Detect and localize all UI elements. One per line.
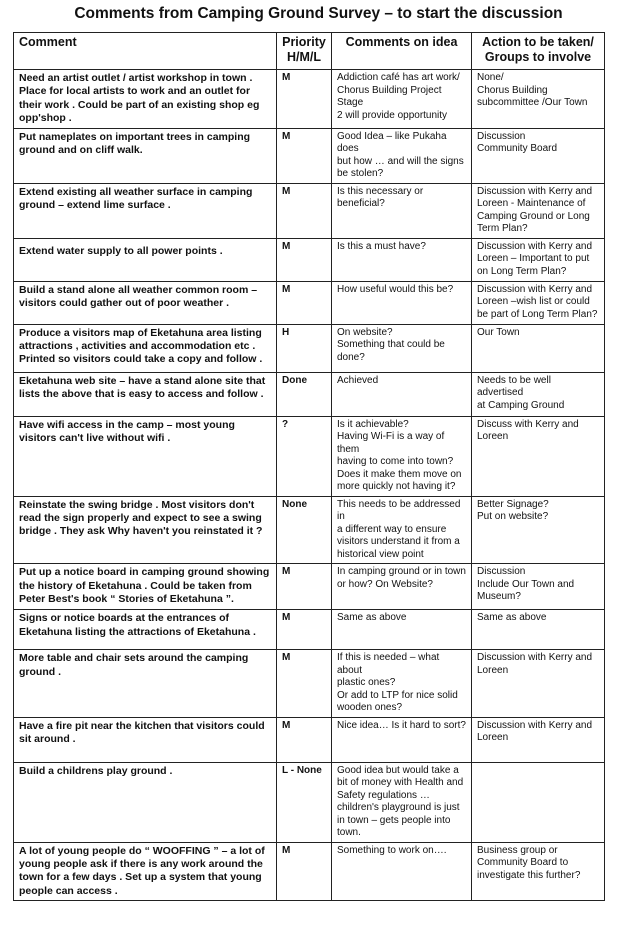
priority-cell: M: [277, 610, 332, 650]
priority-cell: M: [277, 842, 332, 901]
action-cell: Discussion with Kerry and Loreen –wish list or could be part of Long Term Plan?: [472, 281, 605, 324]
action-cell: Discussion with Kerry and Loreen – Important to put on Long Term Plan?: [472, 238, 605, 281]
idea-cell: Is this necessary or beneficial?: [332, 183, 472, 238]
comment-cell: Build a stand alone all weather common room – visitors could gather out of poor weather .: [14, 281, 277, 324]
table-row: [14, 416, 605, 496]
comment-cell: Have a fire pit near the kitchen that visitors could sit around .: [14, 717, 277, 762]
table-row: [14, 610, 605, 650]
comment-cell: Signs or notice boards at the entrances of Eketahuna listing the attractions of Eketahuna .: [14, 610, 277, 650]
priority-cell: ?: [277, 416, 332, 496]
priority-cell: H: [277, 324, 332, 372]
header-row: [14, 33, 605, 70]
action-cell: [472, 762, 605, 842]
action-cell: Discussion Community Board: [472, 128, 605, 183]
idea-cell: Same as above: [332, 610, 472, 650]
header-comment: Comment: [14, 33, 277, 70]
idea-cell: Achieved: [332, 372, 472, 416]
comment-cell: Put up a notice board in camping ground showing the history of Eketahuna . Could be taken from Peter Best's book “ Stories of Eketahuna ”.: [14, 564, 277, 610]
idea-cell: On website? Something that could be done?: [332, 324, 472, 372]
action-cell: Same as above: [472, 610, 605, 650]
priority-cell: M: [277, 281, 332, 324]
idea-cell: How useful would this be?: [332, 281, 472, 324]
table-row: [14, 496, 605, 564]
comment-cell: More table and chair sets around the camping ground .: [14, 650, 277, 718]
action-cell: Needs to be well advertised at Camping Ground: [472, 372, 605, 416]
idea-cell: Is this a must have?: [332, 238, 472, 281]
table-row: [14, 372, 605, 416]
table-row: [14, 717, 605, 762]
priority-cell: L - None: [277, 762, 332, 842]
header-priority: Priority H/M/L: [277, 33, 332, 70]
table-row: [14, 183, 605, 238]
action-cell: Discuss with Kerry and Loreen: [472, 416, 605, 496]
table-row: [14, 564, 605, 610]
action-cell: Discussion with Kerry and Loreen: [472, 717, 605, 762]
priority-cell: M: [277, 564, 332, 610]
priority-cell: M: [277, 650, 332, 718]
action-cell: Better Signage? Put on website?: [472, 496, 605, 564]
priority-cell: None: [277, 496, 332, 564]
priority-cell: Done: [277, 372, 332, 416]
idea-cell: Good Idea – like Pukaha does but how … and will the signs be stolen?: [332, 128, 472, 183]
header-action: Action to be taken/ Groups to involve: [472, 33, 605, 70]
comment-cell: Extend water supply to all power points .: [14, 238, 277, 281]
table-row: [14, 238, 605, 281]
priority-cell: M: [277, 717, 332, 762]
comment-cell: Need an artist outlet / artist workshop in town . Place for local artists to work and an outlet for their work . Could be part of an existing shop eg opp'shop .: [14, 70, 277, 129]
action-cell: None/ Chorus Building subcommittee /Our Town: [472, 70, 605, 129]
comment-cell: Reinstate the swing bridge . Most visitors don't read the sign properly and expect to see a swing bridge . They ask Why haven't you reinstated it ?: [14, 496, 277, 564]
action-cell: Business group or Community Board to investigate this further?: [472, 842, 605, 901]
comment-cell: Have wifi access in the camp – most young visitors can't live without wifi .: [14, 416, 277, 496]
idea-cell: Good idea but would take a bit of money with Health and Safety regulations … children's playground is just in town – gets people into town.: [332, 762, 472, 842]
action-cell: Discussion with Kerry and Loreen - Maintenance of Camping Ground or Long Term Plan?: [472, 183, 605, 238]
priority-cell: M: [277, 238, 332, 281]
header-comments-on-idea: Comments on idea: [332, 33, 472, 70]
table-row: [14, 762, 605, 842]
action-cell: Discussion Include Our Town and Museum?: [472, 564, 605, 610]
page-title: Comments from Camping Ground Survey – to start the discussion: [74, 5, 563, 22]
idea-cell: Addiction café has art work/ Chorus Building Project Stage 2 will provide opportunity: [332, 70, 472, 129]
survey-table: [13, 32, 605, 901]
action-cell: Our Town: [472, 324, 605, 372]
table-row: [14, 70, 605, 129]
table-row: [14, 281, 605, 324]
comment-cell: Put nameplates on important trees in camping ground and on cliff walk.: [14, 128, 277, 183]
table-row: [14, 324, 605, 372]
comment-cell: Eketahuna web site – have a stand alone site that lists the above that is easy to access and follow .: [14, 372, 277, 416]
priority-cell: M: [277, 128, 332, 183]
comment-cell: Extend existing all weather surface in camping ground – extend lime surface .: [14, 183, 277, 238]
idea-cell: This needs to be addressed in a different way to ensure visitors understand it from a historical view point: [332, 496, 472, 564]
comment-cell: A lot of young people do “ WOOFFING ” – a lot of young people ask if there is any work around the town for a few days . Set up a system that young people can access .: [14, 842, 277, 901]
comment-cell: Build a childrens play ground .: [14, 762, 277, 842]
priority-cell: M: [277, 70, 332, 129]
table-row: [14, 650, 605, 718]
idea-cell: Nice idea… Is it hard to sort?: [332, 717, 472, 762]
comment-cell: Produce a visitors map of Eketahuna area listing attractions , activities and accommodation etc . Printed so visitors could take a copy and follow .: [14, 324, 277, 372]
idea-cell: Something to work on….: [332, 842, 472, 901]
action-cell: Discussion with Kerry and Loreen: [472, 650, 605, 718]
table-row: [14, 842, 605, 901]
priority-cell: M: [277, 183, 332, 238]
idea-cell: In camping ground or in town or how? On Website?: [332, 564, 472, 610]
idea-cell: Is it achievable? Having Wi-Fi is a way of them having to come into town? Does it make them move on more quickly not having it?: [332, 416, 472, 496]
idea-cell: If this is needed – what about plastic ones? Or add to LTP for nice solid wooden ones?: [332, 650, 472, 718]
table-row: [14, 128, 605, 183]
